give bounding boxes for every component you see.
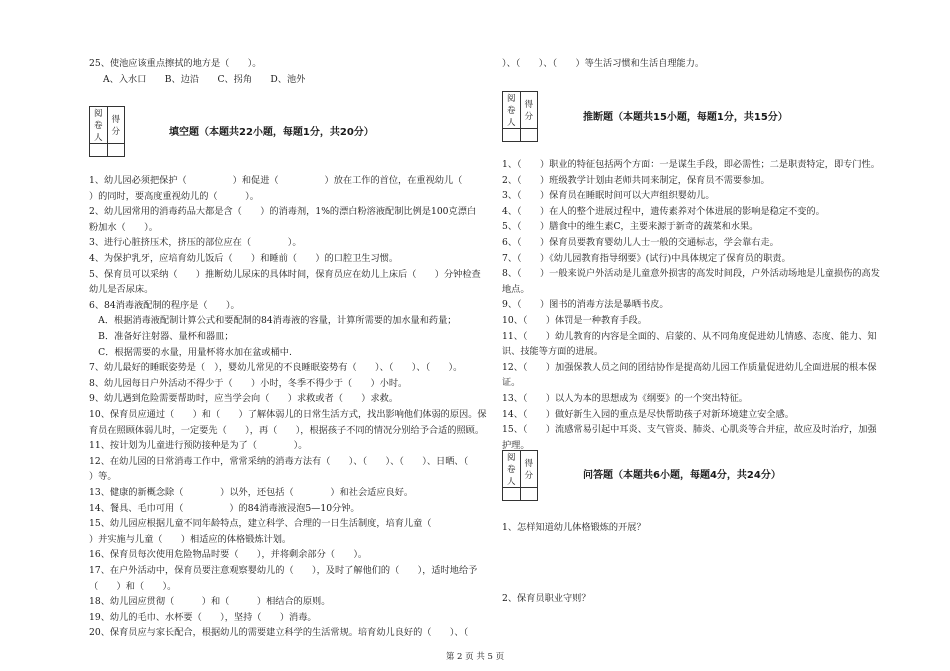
score-label: 得分 [107, 107, 125, 144]
question-line: 2、（ ）班级教学计划由老师共同来制定，保育员不需要参加。 [502, 174, 770, 186]
question-line: 7、幼儿最好的睡眠姿势是（ ），婴幼儿常见的不良睡眠姿势有（ ）、（ ）、（ ）。 [89, 362, 463, 374]
question-line: 8、（ ）一般来说户外活动是儿童意外损害的高发时间段，户外活动场地是儿童损伤的高发 [502, 268, 880, 280]
score-box-fill [89, 106, 125, 157]
question-line: 1、幼儿园必须把保护（ ）和促进（ ）放在工作的首位，在重视幼儿（ [89, 175, 463, 186]
question-20-continuation: ）、（ ）、（ ）等生活习惯和生活自理能力。 [502, 58, 705, 69]
question-line: 育员在照顾体弱儿时，一定要先（ ），再（ ），根据孩子不同的情况分别给予合适的照顾。 [89, 424, 485, 436]
question-line: 18、幼儿园应贯彻（ ）和（ ）相结合的原则。 [89, 596, 331, 608]
question-line: 20、保育员应与家长配合，根据幼儿的需要建立科学的生活常规。培育幼儿良好的（ ）、（ [89, 627, 469, 639]
question-line: 13、健康的新概念除（ ）以外，还包括（ ）和社会适应良好。 [89, 487, 414, 498]
score-box-judge [502, 91, 538, 142]
question-line: 19、幼儿的毛巾、水杯要（ ），坚持（ ）消毒。 [89, 611, 317, 623]
score-cell [520, 129, 538, 142]
question-line: A．根据消毒液配制计算公式和要配制的84消毒液的容量，计算所需要的加水量和药量； [89, 315, 457, 327]
question-line: B．准备好注射器、量杯和器皿； [89, 331, 234, 342]
question-line: （ ）和（ ）。 [89, 580, 177, 592]
question-line: 11、（ ）幼儿教育的内容是全面的、启蒙的、从不同角度促进幼儿情感、态度、能力、知 [502, 330, 877, 342]
question-line: 11、按计划为儿童进行预防接种是为了（ ）。 [89, 440, 308, 452]
question-line: ）并实施与儿童（ ）相适应的体格锻炼计划。 [89, 533, 292, 545]
question-line: 17、在户外活动中，保育员要注意观察婴幼儿的（ ），及时了解他们的（ ），适时地给予 [89, 565, 478, 576]
question-line: 14、餐具、毛巾可用（ ）的84消毒液浸泡5—10分钟。 [89, 502, 360, 514]
score-label: 得分 [520, 451, 538, 488]
score-label: 得分 [520, 92, 538, 129]
reviewer-cell [90, 144, 108, 157]
question-line: 15、幼儿园应根据儿童不同年龄特点，建立科学、合理的一日生活制度，培育儿童（ [89, 518, 432, 530]
question-line: 4、为保护乳牙，应培育幼儿饭后（ ）和睡前（ ）的口腔卫生习惯。 [89, 253, 399, 264]
question-line: 10、保育员应通过（ ）和（ ）了解体弱儿的日常生活方式，找出影响他们体弱的原因。保 [89, 409, 487, 420]
question-line: 14、（ ）做好新生入园的重点是尽快帮助孩子对新环境建立安全感。 [502, 408, 794, 420]
question-line: 10、（ ）体罚是一种教育手段。 [502, 315, 647, 326]
question-line: 5、（ ）膳食中的维生素C，主要来源于新奇的蔬菜和水果。 [502, 221, 759, 233]
page-footer: 第 2 页 共 5 页 [445, 652, 505, 662]
question-line: 9、（ ）图书的消毒方法是暴晒书皮。 [502, 299, 669, 311]
fill-blank-section-title: 填空题（本题共22小题，每题1分，共20分） [169, 127, 374, 138]
question-line: ）的同时，要高度重视幼儿的（ ）。 [89, 190, 259, 202]
question-25-options: A、入水口 B、边沿 C、拐角 D、池外 [103, 74, 306, 85]
judge-section-title: 推断题（本题共15小题，每题1分，共15分） [583, 112, 788, 123]
question-line: 幼儿是否尿床。 [89, 284, 154, 296]
score-cell [520, 488, 538, 501]
question-line: 6、（ ）保育员要教育婴幼儿人士一般的交通标志，学会靠右走。 [502, 237, 779, 248]
reviewer-label: 阅卷人 [503, 451, 521, 488]
question-line: 6、84消毒液配制的程序是（ ）。 [89, 299, 240, 311]
question-line: 15、（ ）流感常易引起中耳炎、支气管炎、肺炎、心肌炎等合并症，故应及时治疗，加强 [502, 424, 877, 436]
question-line: 9、幼儿遇到危险需要帮助时，应当学会向（ ）求救或者（ ）求救。 [89, 393, 399, 405]
question-line: 证。 [502, 377, 521, 389]
qa-question-1: 1、怎样知道幼儿体格锻炼的开展？ [502, 522, 646, 533]
question-line: 16、保育员每次使用危险物品时要（ ），并将剩余部分（ ）。 [89, 549, 368, 561]
question-line: 12、（ ）加强保教人员之间的团结协作是提高幼儿园工作质量促进幼儿全面进展的根本保 [502, 361, 877, 373]
question-line: 2、幼儿园常用的消毒药品大都是含（ ）的消毒剂，1%的漂白粉溶液配制比例是100克漂白 [89, 206, 477, 218]
question-line: ）等。 [89, 471, 117, 483]
question-line: 13、（ ）以人为本的思想成为《纲要》的一个突出特征。 [502, 393, 748, 404]
question-line: 3、（ ）保育员在睡眠时间可以大声组织婴幼儿。 [502, 190, 715, 202]
reviewer-label: 阅卷人 [90, 107, 108, 144]
reviewer-label: 阅卷人 [503, 92, 521, 129]
question-line: 粉加水（ ）。 [89, 221, 158, 233]
question-line: 4、（ ）在人的整个进展过程中，遗传素养对个体进展的影响是稳定不变的。 [502, 205, 825, 217]
question-25: 25、使池应该重点擦拭的地方是（ ）。 [89, 58, 262, 69]
qa-section-title: 问答题（本题共6小题，每题4分，共24分） [583, 470, 781, 481]
question-line: C．根据需要的水量，用量杯将水加在盆或桶中. [89, 346, 292, 358]
question-line: 8、幼儿园每日户外活动不得少于（ ）小时，冬季不得少于（ ）小时。 [89, 377, 408, 389]
question-line: 1、（ ）职业的特征包括两个方面：一是谋生手段，即必需性；二是职责特定，即专门性。 [502, 159, 880, 170]
score-cell [107, 144, 125, 157]
reviewer-cell [503, 129, 521, 142]
question-line: 地点。 [502, 283, 530, 295]
question-line: 护理。 [502, 439, 530, 451]
reviewer-cell [503, 488, 521, 501]
question-line: 识、技能等方面的进展。 [502, 346, 604, 358]
question-line: 3、进行心脏挤压术，挤压的部位应在（ ）。 [89, 237, 302, 249]
qa-question-2: 2、保育员职业守则？ [502, 593, 591, 604]
question-line: 5、保育员可以采纳（ ）推断幼儿尿床的具体时间，保育员应在幼儿上床后（ ）分钟检查 [89, 268, 481, 280]
question-line: 12、在幼儿园的日常消毒工作中，常常采纳的消毒方法有（ ）、（ ）、（ ）、日晒、（ [89, 455, 469, 467]
question-line: 7、（ ）《幼儿园教育指导纲要》(试行)中具体规定了保育员的职责。 [502, 252, 791, 264]
score-box-qa [502, 450, 538, 501]
